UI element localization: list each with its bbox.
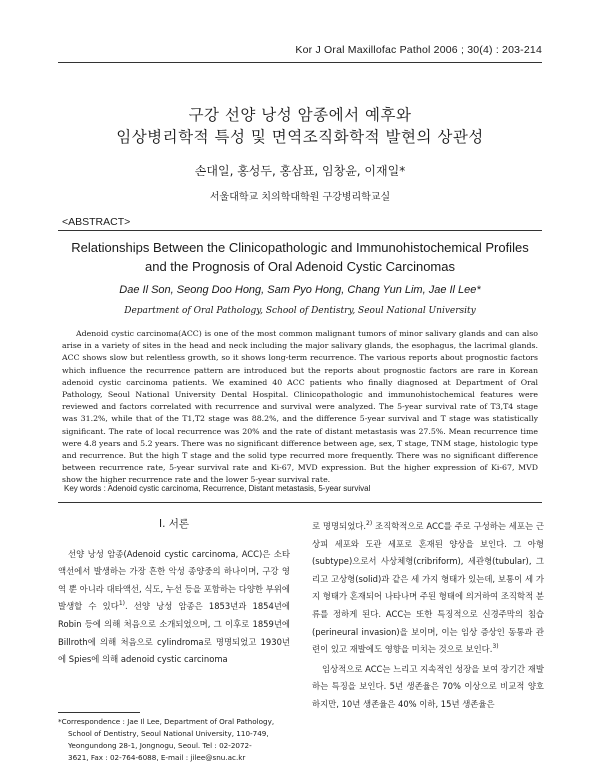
intro-text-a: 선양 낭성 암종(Adenoid cystic carcinoma, ACC)은 소타액선에서 발생하는 가장 흔한 악성 종양중의 하나이며, 구강 영역 뿐 아니라 대타액선, 식도, 누선 등을 포함하는 다양한 부위에 발생할 수 있다 xyxy=(58,548,290,612)
abstract-text: Adenoid cystic carcinoma(ACC) is one of the most common malignant tumors of minor salivary glands and can also arise in a variety of sites in the head and neck including the major salivary glands, the esophagus, the lacrimal glands. ACC shows slow but relentless growth, so it shows long-term recurrence. The various reports about prognostic factors which influence the recurrence pattern are introduced but the reports about prognostic factors are rare in Korean adenoid cystic carcinoma patients. We examined 40 ACC patients who finally diagnosed at Department of Oral Pathology, Seoul National University Dental Hospital. Clinicopathologic and immunohistochemical features were reviewed and factors correlated with recurrence and survival were analyzed. The 5-year survival rate of T3,T4 stage was 31.2%, while that of the T1,T2 stage was 88.2%, and the difference 5-year survival and T stage was statistically significant. The rate of local recurrence was 20% and the rate of distant metastasis was 27.5%. Mean recurrence time were 4.8 years and 5.2 years. There was no significant difference between age, sex, T stage, TNM stage, histologic type and recurrence. But the high T stage and the solid type recurred more frequently. There was no significant difference between recurrence rate, 5-year survival rate and Ki-67, MVD expression. But the higher expression of Ki-67, MVD show the higher recurrence rate and the lower 5-year survival rate. xyxy=(62,329,538,485)
header-rule xyxy=(58,62,542,63)
footnote-rule xyxy=(58,712,140,713)
english-title-line-1: Relationships Between the Clinicopathologic and Immunohistochemical Profiles xyxy=(71,240,529,255)
intro-paragraph-1 xyxy=(58,546,290,669)
english-department: Department of Oral Pathology, School of Dentistry, Seoul National University xyxy=(124,306,476,316)
right-text-a: 로 명명되었다. xyxy=(312,521,367,531)
korean-title xyxy=(58,104,542,148)
correspondence-footnote xyxy=(58,716,293,764)
english-title xyxy=(58,238,542,276)
journal-citation: Kor J Oral Maxillofac Pathol 2006 ; 30(4) : 203-214 xyxy=(295,44,542,56)
right-column xyxy=(312,518,544,714)
intro-text-b: . 선양 낭성 암종은 1853년과 1854년에 Robin 등에 의해 처음으로 소개되었으며, 그 이후로 1859년에 Billroth에 의해 처음으로 cylindroma로 명명되었고 1930년에 Spies에 의해 adenoid cystic carcinoma xyxy=(58,601,290,665)
citation-2: 2) xyxy=(366,520,373,528)
right-paragraph-2: 임상적으로 ACC는 느리고 지속적인 성장을 보여 장기간 재발하는 특징을 보인다. 5년 생존율은 70% 이상으로 비교적 양호하지만, 10년 생존율은 40% 이하, 15년 생존율은 xyxy=(312,663,544,709)
section-title: I. 서론 xyxy=(158,518,190,530)
citation-3: 3) xyxy=(492,643,499,651)
korean-affiliation: 서울대학교 치의학대학원 구강병리학교실 xyxy=(209,192,391,203)
footnote-line-2: School of Dentistry, Seoul National University, 110-749, xyxy=(68,729,269,738)
citation-1: 1) xyxy=(118,600,125,608)
keywords: Key words : Adenoid cystic carcinoma, Recurrence, Distant metastasis, 5-year survival xyxy=(64,484,371,493)
right-paragraph-1 xyxy=(312,518,544,659)
footnote-line-1: *Correspondence : Jae Il Lee, Department of Oral Pathology, xyxy=(58,717,275,726)
korean-title-line-1: 구강 선양 낭성 암종에서 예후와 xyxy=(188,106,412,124)
korean-authors: 손대일, 홍성두, 홍삼표, 임창윤, 이재일* xyxy=(194,164,406,178)
english-authors: Dae Il Son, Seong Doo Hong, Sam Pyo Hong, Chang Yun Lim, Jae Il Lee* xyxy=(119,284,481,296)
right-text-b: 조직학적으로 ACC를 주로 구성하는 세포는 근상피 세포와 도관 세포로 혼재된 양상을 보인다. 그 아형(subtype)으로서 사상체형(cribriform), 세관형(tubular), 그리고 고상형(solid)과 같은 세 가지 형태가 있는데, 보통이 세 가지 형태가 혼재되어 나타나며 주된 형태에 의거하여 조직학적 분류를 정하게 된다. ACC는 또한 특징적으로 신경주막의 침습(perineural invasion)을 보이며, 이는 임상 증상인 동통과 관련이 있고 재발에도 영향을 미치는 것으로 보인다. xyxy=(312,521,544,655)
korean-title-line-2: 임상병리학적 특성 및 면역조직화학적 발현의 상관성 xyxy=(116,128,484,146)
footnote-line-4: 3621, Fax : 02-764-6088, E-mail : jilee@snu.ac.kr xyxy=(68,753,246,762)
abstract-label: <ABSTRACT> xyxy=(62,216,131,228)
footnote-line-3: Yeongundong 28-1, Jongnogu, Seoul. Tel : 02-2072- xyxy=(68,741,252,750)
abstract-rule xyxy=(58,230,542,231)
keywords-rule xyxy=(58,502,542,503)
left-column xyxy=(58,516,290,669)
english-title-line-2: and the Prognosis of Oral Adenoid Cystic Carcinomas xyxy=(145,259,455,274)
